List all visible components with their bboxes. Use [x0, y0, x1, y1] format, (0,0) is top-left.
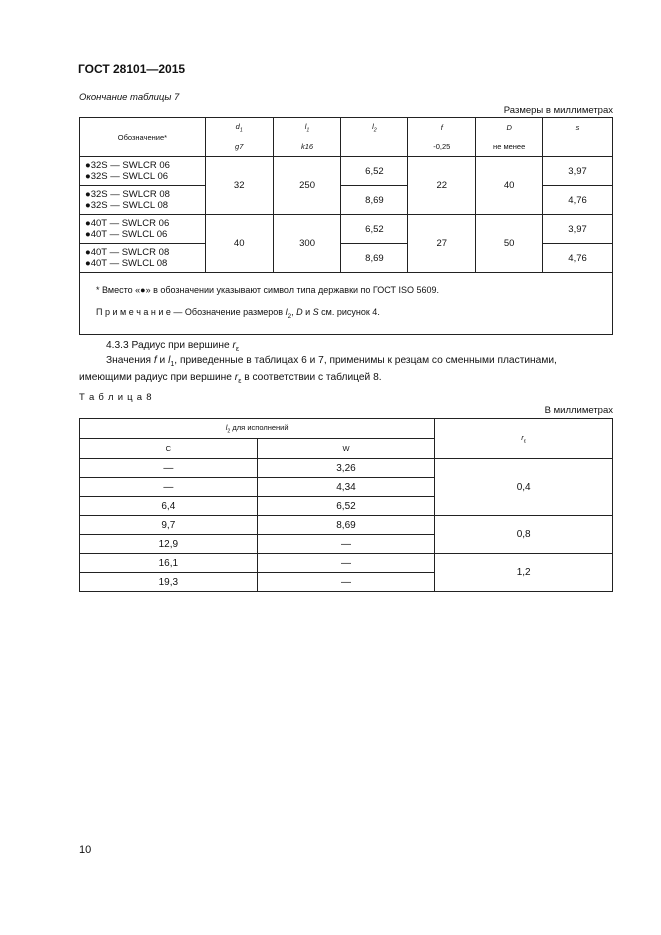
designation-cell: ●40T — SWLCR 08 ●40T — SWLCL 08 — [80, 244, 206, 273]
l2-cell: 8,69 — [341, 186, 408, 215]
designation-cell: ●40T — SWLCR 06 ●40T — SWLCL 06 — [80, 215, 206, 244]
table8 — [79, 418, 613, 592]
header-w: W — [257, 439, 435, 459]
c-cell: 9,7 — [80, 516, 258, 535]
table-row — [80, 215, 613, 244]
header-l2-group: $l_2$ для исполнений — [80, 419, 435, 439]
d1-cell: 32 — [205, 157, 273, 215]
w-cell: 4,34 — [257, 478, 435, 497]
table7-caption: Окончание таблицы 7 — [79, 92, 180, 103]
w-cell: — — [257, 554, 435, 573]
section-paragraph: Значения f и $l_1$, приведенные в таблицах 6 и 7, применимы к резцам со сменными пластинами, имеющими радиус при вершине $r_\varepsilon$ в соответствии с таблицей 8. — [79, 355, 557, 386]
header-designation: Обозначение* — [80, 118, 206, 157]
D-cell: 40 — [476, 157, 543, 215]
header-l2: $l_2$ — [341, 118, 408, 138]
document-title: ГОСТ 28101—2015 — [78, 62, 186, 76]
w-cell: — — [257, 573, 435, 592]
table7-units: Размеры в миллиметрах — [503, 105, 613, 116]
c-cell: — — [80, 459, 258, 478]
c-cell: 19,3 — [80, 573, 258, 592]
l1-cell: 250 — [273, 157, 341, 215]
table8-units: В миллиметрах — [544, 405, 613, 416]
c-cell: 12,9 — [80, 535, 258, 554]
s-cell: 3,97 — [543, 157, 613, 186]
header-c: C — [80, 439, 258, 459]
page-number: 10 — [79, 844, 92, 856]
header-d1: $d_1$ — [205, 118, 273, 138]
l2-cell: 6,52 — [341, 157, 408, 186]
header-f: f — [408, 118, 476, 138]
table7-notes — [80, 273, 613, 335]
section-heading: 4.3.3 Радиус при вершине $r_\varepsilon$ — [106, 340, 240, 354]
w-cell: 6,52 — [257, 497, 435, 516]
header-l2-tolerance — [341, 137, 408, 157]
header-D: D — [476, 118, 543, 138]
l2-cell: 8,69 — [341, 244, 408, 273]
f-cell: 22 — [408, 157, 476, 215]
c-cell: 6,4 — [80, 497, 258, 516]
r-cell: 0,4 — [435, 459, 613, 516]
r-cell: 1,2 — [435, 554, 613, 592]
s-cell: 4,76 — [543, 186, 613, 215]
r-cell: 0,8 — [435, 516, 613, 554]
table7-note: П р и м е ч а н и е — Обозначение размеров $l_2$, D и S см. рисунок 4. — [96, 307, 380, 320]
l1-cell: 300 — [273, 215, 341, 273]
table-row — [80, 459, 613, 478]
header-l1: $l_1$ — [273, 118, 341, 138]
d1-cell: 40 — [205, 215, 273, 273]
header-s: s — [543, 118, 613, 157]
designation-cell: ●32S — SWLCR 08 ●32S — SWLCL 08 — [80, 186, 206, 215]
c-cell: 16,1 — [80, 554, 258, 573]
table8-caption: Т а б л и ц а 8 — [79, 392, 153, 403]
table-row — [80, 554, 613, 573]
c-cell: — — [80, 478, 258, 497]
l2-cell: 6,52 — [341, 215, 408, 244]
f-cell: 27 — [408, 215, 476, 273]
s-cell: 3,97 — [543, 215, 613, 244]
header-d1-tolerance: g7 — [205, 137, 273, 157]
D-cell: 50 — [476, 215, 543, 273]
table-row — [80, 157, 613, 186]
header-r: $r_\varepsilon$ — [435, 419, 613, 459]
w-cell: — — [257, 535, 435, 554]
table-row — [80, 516, 613, 535]
designation-cell: ●32S — SWLCR 06 ●32S — SWLCL 06 — [80, 157, 206, 186]
header-D-tolerance: не менее — [476, 137, 543, 157]
header-f-tolerance: -0,25 — [408, 137, 476, 157]
table7 — [79, 117, 613, 335]
s-cell: 4,76 — [543, 244, 613, 273]
w-cell: 3,26 — [257, 459, 435, 478]
w-cell: 8,69 — [257, 516, 435, 535]
header-l1-tolerance: k16 — [273, 137, 341, 157]
table7-footnote: * Вместо «●» в обозначении указывают символ типа державки по ГОСТ ISO 5609. — [96, 285, 440, 295]
